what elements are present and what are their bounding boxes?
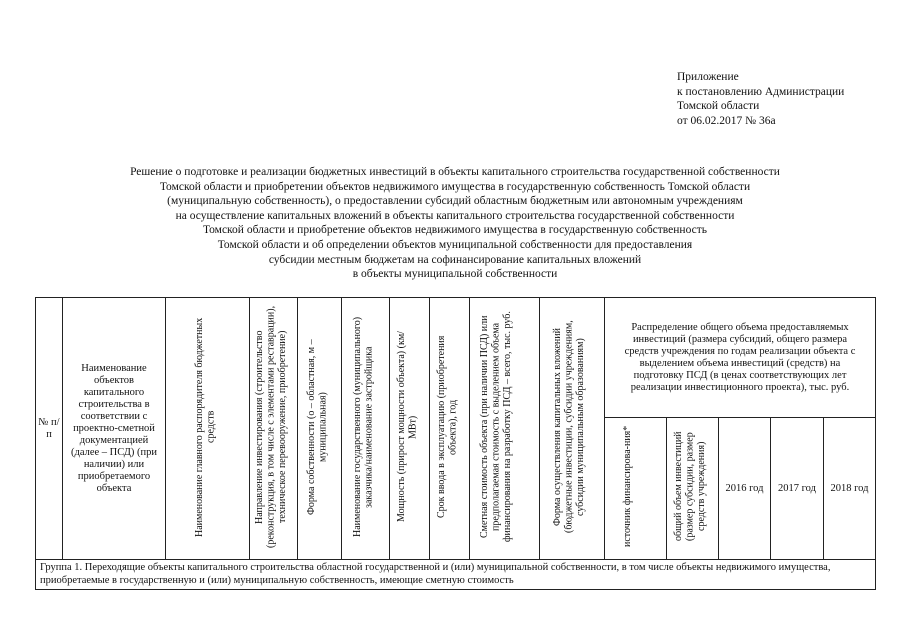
header-commissioning-term-text: Срок ввода в эксплуатацию (приобретения объекта), год	[435, 335, 458, 518]
title-line: субсидии местным бюджетам на софинансирование капитальных вложений	[268, 253, 642, 266]
title-line: на осуществление капитальных вложений в объекты капитального строительства государственной собственности	[175, 209, 735, 222]
header-investment-form-text: Форма осуществления капитальных вложений (бюджетные инвестиции, субсидии учреждениям, субсидии муниципальным образованиям)	[552, 320, 586, 533]
header-total-volume-text: общий объем инвестиций (размер субсидии, размер средств учреждения)	[672, 431, 707, 542]
header-investment-direction	[250, 298, 298, 560]
header-investment-form	[540, 298, 605, 560]
header-total-volume	[667, 418, 719, 560]
header-customer	[342, 298, 390, 560]
investment-table	[35, 297, 876, 590]
header-year-2016: 2016 год	[719, 418, 771, 560]
header-object-name	[63, 298, 166, 560]
appendix-block	[677, 70, 844, 128]
header-number: № п/п	[36, 298, 63, 560]
document-title	[60, 165, 850, 282]
header-ownership-form-text: Форма собственности (о – областная, м – муниципальная)	[305, 338, 328, 515]
title-line: Решение о подготовке и реализации бюджетных инвестиций в объекты капитального строительства государственной собственности	[130, 166, 780, 178]
appendix-line: Приложение	[677, 71, 739, 83]
header-customer-text: Наименование государственного (муниципального) заказчика/наименование застройщика	[351, 316, 374, 537]
header-ownership-form	[298, 298, 342, 560]
header-capacity	[390, 298, 430, 560]
appendix-line: к постановлению Администрации	[677, 85, 845, 98]
header-year-2018: 2018 год	[824, 418, 876, 560]
header-commissioning-term	[430, 298, 470, 560]
header-distribution	[605, 298, 876, 418]
header-budget-manager	[166, 298, 250, 560]
header-estimated-cost-text: Сметная стоимость объекта (при наличии ПСД) или предполагаемая стоимость с выделением объема финансирования на разработку ПСД – всего, тыс. руб.	[478, 311, 513, 542]
header-funding-source-text: источник финансирова-ния*	[621, 425, 633, 548]
title-line: в объекты муниципальной собственности	[352, 268, 558, 281]
appendix-line: Томской области	[677, 100, 760, 112]
header-investment-direction-text: Направление инвестирования (строительство (реконструкция, в том числе с элементами реставрации), техническое перевооружение, приобретение)	[253, 305, 288, 548]
header-object-name-text: Наименование объектов капитального строительства в соответствии с проектно-сметной документацией (далее – ПСД) (при наличии) или приобретаемого объекта	[71, 362, 157, 494]
title-line: Томской области и приобретение объектов недвижимого имущества в государственную собственность	[202, 224, 707, 237]
title-line: Томской области и приобретении объектов недвижимого имущества в государственную собственность Томской области	[159, 180, 751, 193]
appendix-date: от 06.02.2017 № 36а	[677, 114, 776, 127]
header-budget-manager-text: Наименование главного распорядителя бюджетных средств	[193, 316, 216, 537]
header-year-2017: 2017 год	[771, 418, 824, 560]
title-line: Томской области и об определении объектов муниципальной собственности для предоставления	[217, 238, 693, 251]
group-1-row: Группа 1. Переходящие объекты капитального строительства областной государственной и (или) муниципальной собственности, в том числе объекты недвижимого имущества, приобретаемые в государственную и (или) муниципальную собственность, имеющие сметную стоимость	[36, 560, 876, 590]
title-line: (муниципальную собственность), о предоставлении субсидий областным бюджетным или автономным учреждениям	[167, 195, 743, 208]
header-funding-source	[605, 418, 667, 560]
header-distribution-text: Распределение общего объема предоставляемых инвестиций (размера субсидий, общего размера средств учреждения по годам реализации объекта с выделением объема инвестиций (средств) на подготовку ПСД (в ценах соответствующих лет реализации инвестиционного проекта), тыс. руб.	[624, 321, 856, 393]
header-estimated-cost	[470, 298, 540, 560]
header-capacity-text: Мощность (прирост мощности объекта) (км/МВт)	[395, 331, 418, 522]
